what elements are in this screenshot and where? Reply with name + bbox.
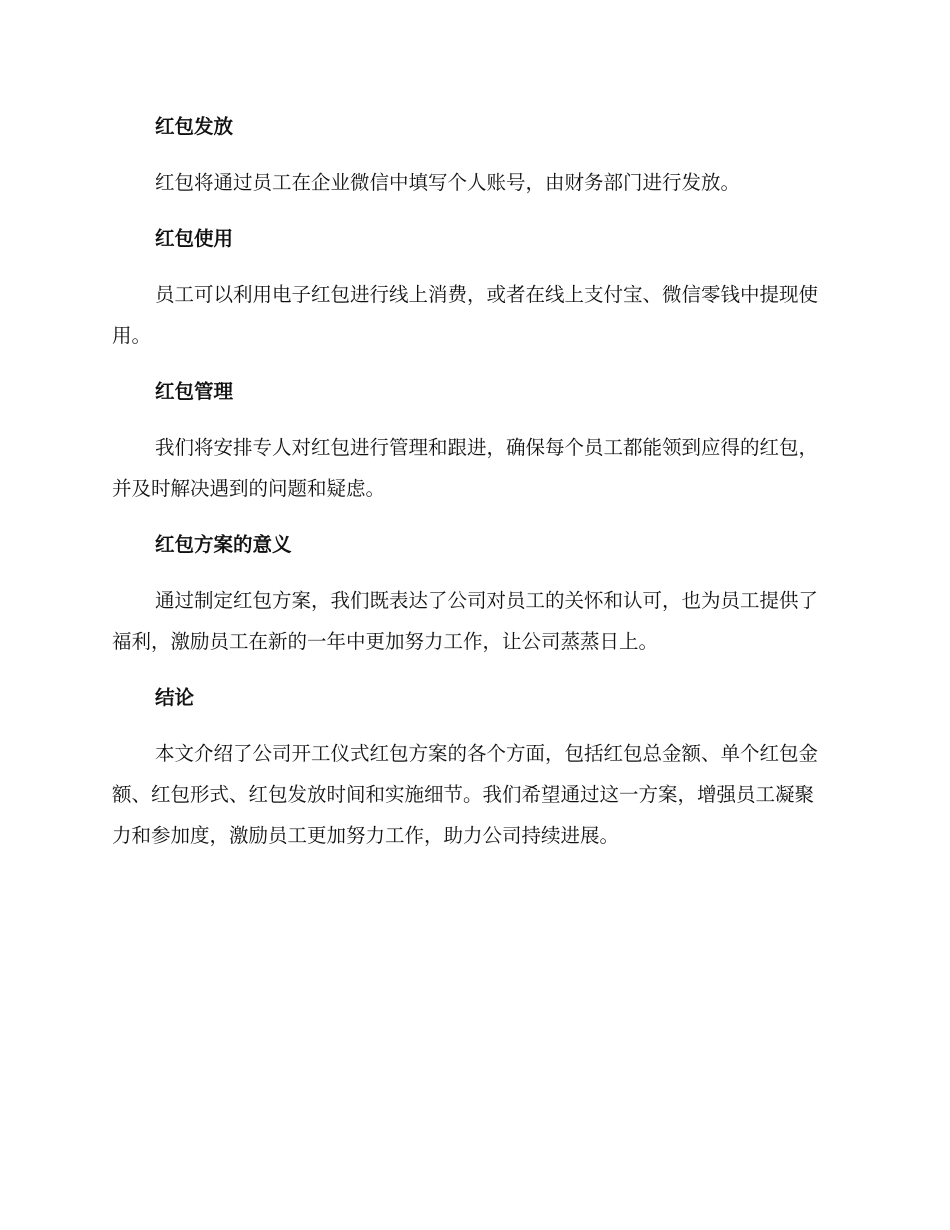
section-paragraph: 员工可以利用电子红包进行线上消费，或者在线上支付宝、微信零钱中提现使用。 (112, 283, 819, 347)
section-usage (112, 222, 832, 356)
section-heading: 红包发放 (155, 115, 234, 138)
section-heading: 红包方案的意义 (155, 533, 292, 556)
section-conclusion (112, 681, 832, 856)
section-heading: 结论 (155, 686, 195, 709)
section-significance (112, 528, 832, 662)
section-paragraph: 我们将安排专人对红包进行管理和跟进，确保每个员工都能领到应得的红包，并及时解决遇到的问题和疑虑。 (112, 436, 819, 500)
section-distribution (112, 110, 832, 203)
section-paragraph: 本文介绍了公司开工仪式红包方案的各个方面，包括红包总金额、单个红包金额、红包形式、红包发放时间和实施细节。我们希望通过这一方案，增强员工凝聚力和参加度，激励员工更加努力工作，助力公司持续进展。 (112, 742, 819, 847)
section-paragraph: 红包将通过员工在企业微信中填写个人账号，由财务部门进行发放。 (155, 171, 741, 194)
section-heading: 红包管理 (155, 380, 234, 403)
section-paragraph: 通过制定红包方案，我们既表达了公司对员工的关怀和认可，也为员工提供了福利，激励员工在新的一年中更加努力工作，让公司蒸蒸日上。 (112, 589, 819, 653)
section-management (112, 375, 832, 509)
section-heading: 红包使用 (155, 227, 234, 250)
